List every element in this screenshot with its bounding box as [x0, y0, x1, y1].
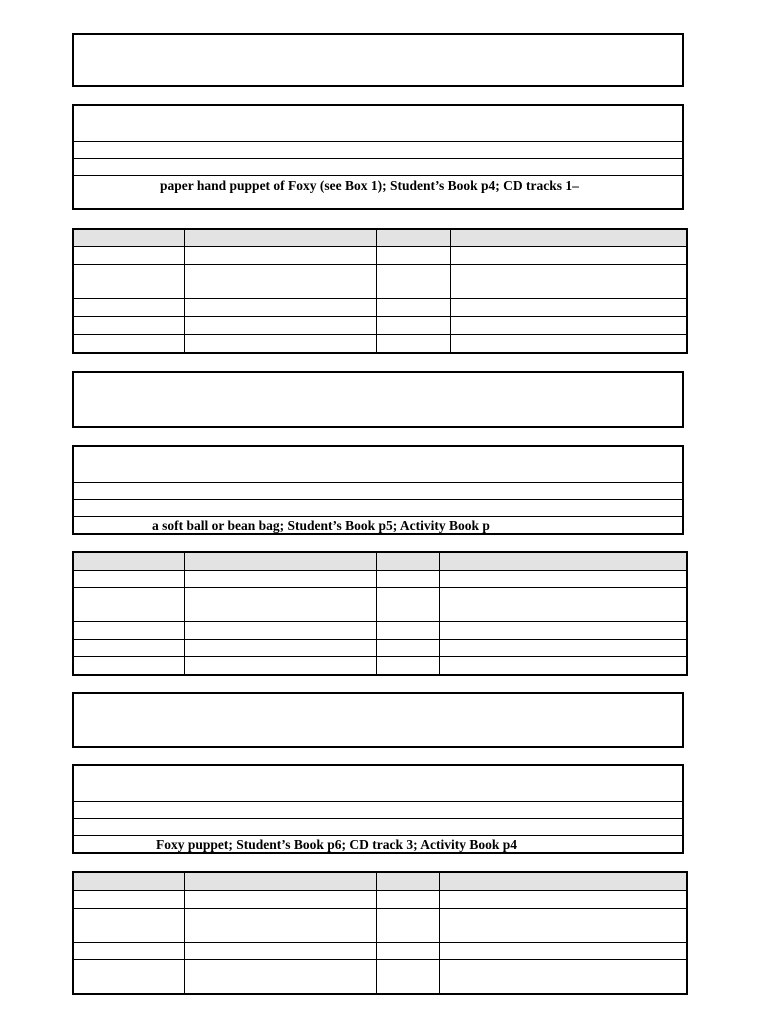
activity-table-3	[72, 871, 688, 995]
table-row	[73, 890, 687, 908]
table-row	[73, 908, 687, 942]
table-row	[73, 570, 687, 587]
activity-table-2	[72, 551, 688, 676]
info-row-divider	[74, 175, 682, 176]
table-row	[73, 640, 687, 657]
table-header-row	[73, 229, 687, 246]
table-row	[73, 622, 687, 640]
info-row-divider	[74, 482, 682, 483]
materials-text: a soft ball or bean bag; Student’s Book p5; Activity Book p	[152, 518, 490, 533]
materials-text: paper hand puppet of Foxy (see Box 1); Student’s Book p4; CD tracks 1–	[160, 178, 579, 193]
table-row	[73, 959, 687, 994]
info-row-divider	[74, 818, 682, 819]
activity-table-1	[72, 228, 688, 354]
info-row-divider	[74, 801, 682, 802]
table-row	[73, 264, 687, 298]
table-row	[73, 587, 687, 621]
table-row	[73, 317, 687, 335]
table-row	[73, 657, 687, 675]
lesson-info-box-2	[72, 445, 684, 535]
lesson-info-box-3	[72, 764, 684, 854]
table-row	[73, 942, 687, 959]
table-header-row	[73, 872, 687, 890]
lesson-info-box-1	[72, 104, 684, 210]
lesson-title-box-3	[72, 692, 684, 748]
info-row-divider	[74, 158, 682, 159]
lesson-title-box-1	[72, 33, 684, 87]
info-row-divider	[74, 141, 682, 142]
info-row-divider	[74, 499, 682, 500]
table-row	[73, 299, 687, 317]
table-row	[73, 246, 687, 264]
lesson-title-box-2	[72, 371, 684, 428]
table-row	[73, 335, 687, 353]
materials-text: Foxy puppet; Student’s Book p6; CD track 3; Activity Book p4	[156, 837, 518, 852]
table-header-row	[73, 552, 687, 570]
